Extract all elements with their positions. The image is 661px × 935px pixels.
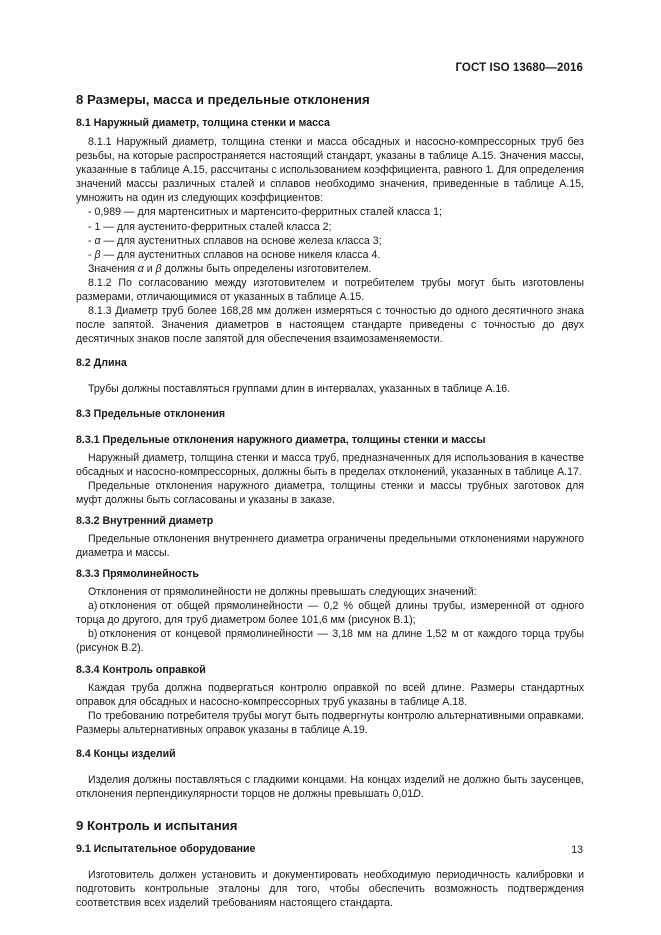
section-8-title: 8 Размеры, масса и предельные отклонения	[76, 92, 370, 107]
paragraph-8-3-3: Отклонения от прямолинейности не должны превышать следующих значений:	[88, 586, 477, 599]
coefficient-item-3: - α — для аустенитных сплавов на основе железа класса 3;	[88, 234, 382, 247]
paragraph-8-1-2: 8.1.2 По согласованию между изготовителем и потребителем трубы могут быть изготовлены размерами, отличающимися от указанных в таблице А.15.	[76, 276, 584, 304]
paragraph-8-2: Трубы должны поставляться группами длин в интервалах, указанных в таблице А.16.	[88, 383, 511, 396]
coefficient-item-2: - 1 — для аустенито-ферритных сталей класса 2;	[88, 220, 332, 233]
section-8-3-3-title: 8.3.3 Прямолинейность	[76, 568, 199, 581]
paragraph-8-3-1-b: Предельные отклонения наружного диаметра, толщины стенки и массы трубных заготовок для муфт должны быть согласованы и указаны в заказе.	[76, 479, 584, 506]
section-8-1-title: 8.1 Наружный диаметр, толщина стенки и масса	[76, 117, 330, 129]
diameter-symbol: D	[413, 788, 421, 800]
alpha-symbol-2: α	[137, 262, 144, 275]
paragraph-values-defined	[76, 262, 584, 276]
straightness-item-b: b) отклонения от концевой прямолинейности — 3,18 мм на длине 1,52 м от каждого торца трубы (рисунок В.2).	[76, 628, 584, 655]
alpha-symbol: α	[94, 234, 101, 247]
paragraph-8-1-1: 8.1.1 Наружный диаметр, толщина стенки и масса обсадных и насосно-компрессорных труб без резьбы, на которые распространяется настоящий стандарт, указаны в таблице А.15. Значения массы, указанные в таблице А.15, рассчитаны с использованием коэффициента, равного 1. Для определения значений массы различных сталей и сплавов необходимо значения, приведенные в таблице А.15, умножить на один из следующих коэффициентов:	[76, 136, 584, 205]
document-code: ГОСТ ISO 13680—2016	[455, 62, 583, 74]
page-number: 13	[571, 844, 583, 856]
paragraph-8-4-end: .	[420, 788, 424, 800]
paragraph-8-3-1-a: Наружный диаметр, толщина стенки и масса труб, предназначенных для использования в качестве обсадных и насосно-компрессорных, должны быть в пределах отклонений, указанных в таблице А.17.	[76, 451, 584, 478]
paragraph-8-3-2: Предельные отклонения внутреннего диаметра ограничены предельными отклонениями наружного диаметра и массы.	[76, 532, 584, 559]
values-text-a: Значения	[88, 262, 138, 275]
straightness-item-a: a) отклонения от общей прямолинейности — 0,2 % общей длины трубы, измеренной от одного торца до другого, для труб диаметром более 101,6 мм (рисунок В.1);	[76, 600, 584, 627]
section-9-title: 9 Контроль и испытания	[76, 818, 238, 834]
paragraph-8-4-text: Изделия должны поставляться с гладкими концами. На концах изделий не должно быть заусенцев, отклонения перпендикулярности торцов не должны превышать 0,01	[76, 773, 584, 800]
coefficient-item-4-text: — для аустенитных сплавов на основе никеля класса 4.	[100, 248, 381, 261]
beta-symbol: β	[94, 248, 101, 261]
section-8-3-2-title: 8.3.2 Внутренний диаметр	[76, 514, 214, 527]
paragraph-8-1-3: 8.1.3 Диаметр труб более 168,28 мм должен измеряться с точностью до одного десятичного знака после запятой. Значения диаметров в настоящем стандарте приведены с точностью до двух десятичных знаков после запятой для обеспечения взаимозаменяемости.	[76, 305, 584, 346]
paragraph-8-3-4-a: Каждая труба должна подвергаться контролю оправкой по всей длине. Размеры стандартных оправок для обсадных и насосно-компрессорных труб указаны в таблице А.18.	[76, 681, 584, 708]
paragraph-8-3-4-b: По требованию потребителя трубы могут быть подвергнуты контролю альтернативными оправками. Размеры альтернативных оправок указаны в таблице А.19.	[76, 709, 584, 736]
paragraph-8-4	[76, 773, 584, 801]
values-text-c: должны быть определены изготовителем.	[161, 262, 372, 275]
values-text-b: и	[143, 262, 156, 275]
section-9-1-title: 9.1 Испытательное оборудование	[76, 843, 256, 856]
section-8-3-title: 8.3 Предельные отклонения	[76, 407, 226, 420]
section-8-3-1-title: 8.3.1 Предельные отклонения наружного диаметра, толщины стенки и массы	[76, 433, 486, 446]
section-8-3-4-title: 8.3.4 Контроль оправкой	[76, 663, 206, 676]
section-8-4-title: 8.4 Концы изделий	[76, 747, 176, 760]
section-8-2-title: 8.2 Длина	[76, 357, 127, 370]
beta-symbol-2: β	[155, 262, 162, 275]
coefficient-item-1: - 0,989 — для мартенситных и мартенсито-ферритных сталей класса 1;	[88, 206, 442, 219]
coefficient-item-3-text: — для аустенитных сплавов на основе железа класса 3;	[100, 234, 382, 247]
coefficient-item-4: - β — для аустенитных сплавов на основе никеля класса 4.	[88, 248, 381, 261]
paragraph-9-1: Изготовитель должен установить и документировать необходимую периодичность калибровки и подготовить контрольные эталоны для того, чтобы обеспечить возможность подтверждения соответствия всех изделий требованиям настоящего стандарта.	[76, 869, 584, 910]
page-content	[76, 92, 584, 910]
